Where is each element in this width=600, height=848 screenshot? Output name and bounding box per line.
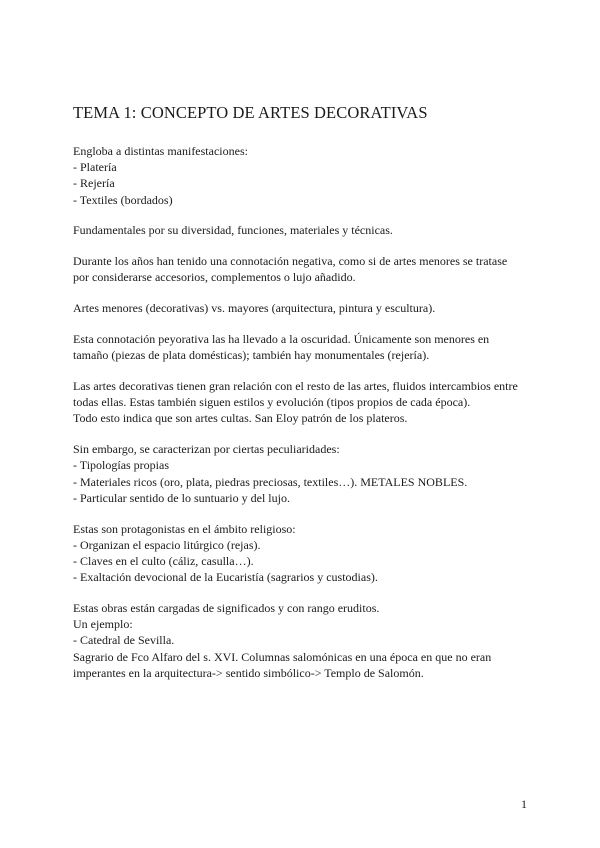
text-line: Todo esto indica que son artes cultas. San Eloy patrón de los plateros. <box>73 411 408 426</box>
paragraph <box>73 143 553 208</box>
text-line: Artes menores (decorativas) vs. mayores (arquitectura, pintura y escultura). <box>73 301 436 316</box>
text-line: Fundamentales por su diversidad, funciones, materiales y técnicas. <box>73 223 393 238</box>
text-line: todas ellas. Estas también siguen estilos y evolución (tipos propios de cada época). <box>73 395 471 410</box>
list-item: - Claves en el culto (cáliz, casulla…). <box>73 554 254 569</box>
list-item: - Tipologías propias <box>73 458 170 473</box>
text-line: imperantes en la arquitectura-> sentido simbólico-> Templo de Salomón. <box>73 665 424 680</box>
text-line: Esta connotación peyorativa las ha llevado a la oscuridad. Únicamente son menores en <box>73 332 490 346</box>
paragraph <box>73 300 553 316</box>
list-item: - Particular sentido de lo suntuario y del lujo. <box>73 490 290 505</box>
paragraph <box>73 253 553 285</box>
list-item: - Catedral de Sevilla. <box>73 633 175 648</box>
text-line: Durante los años han tenido una connotación negativa, como si de artes menores se tratase <box>73 254 508 269</box>
list-item: - Platería <box>73 160 117 175</box>
text-line: Estas obras están cargadas de significados y con rango eruditos. <box>73 601 380 616</box>
paragraph <box>73 441 553 506</box>
paragraph <box>73 222 553 238</box>
paragraph <box>73 521 553 586</box>
page-number: 1 <box>521 797 527 811</box>
paragraph <box>73 600 553 681</box>
list-item: - Organizan el espacio litúrgico (rejas). <box>73 537 261 552</box>
paragraph <box>73 378 553 427</box>
list-item: - Exaltación devocional de la Eucaristía (sagrarios y custodias). <box>73 570 378 585</box>
text-line: Estas son protagonistas en el ámbito religioso: <box>73 521 296 536</box>
text-line: tamaño (piezas de plata domésticas); también hay monumentales (rejería). <box>73 348 430 363</box>
text-line: Sagrario de Fco Alfaro del s. XVI. Columnas salomónicas en una época en que no eran <box>73 649 492 664</box>
list-item: - Textiles (bordados) <box>73 192 173 207</box>
list-item: - Rejería <box>73 176 115 191</box>
text-line: Un ejemplo: <box>73 617 133 632</box>
paragraph <box>73 331 553 363</box>
text-line: Engloba a distintas manifestaciones: <box>73 144 248 158</box>
list-item: - Materiales ricos (oro, plata, piedras preciosas, textiles…). METALES NOBLES. <box>73 474 468 489</box>
text-line: Las artes decorativas tienen gran relación con el resto de las artes, fluidos intercambios entre <box>73 379 518 393</box>
text-line: por considerarse accesorios, complementos o lujo añadido. <box>73 270 356 285</box>
text-line: Sin embargo, se caracterizan por ciertas peculiaridades: <box>73 442 340 457</box>
document-title: TEMA 1: CONCEPTO DE ARTES DECORATIVAS <box>73 103 428 122</box>
document-body <box>73 143 553 696</box>
